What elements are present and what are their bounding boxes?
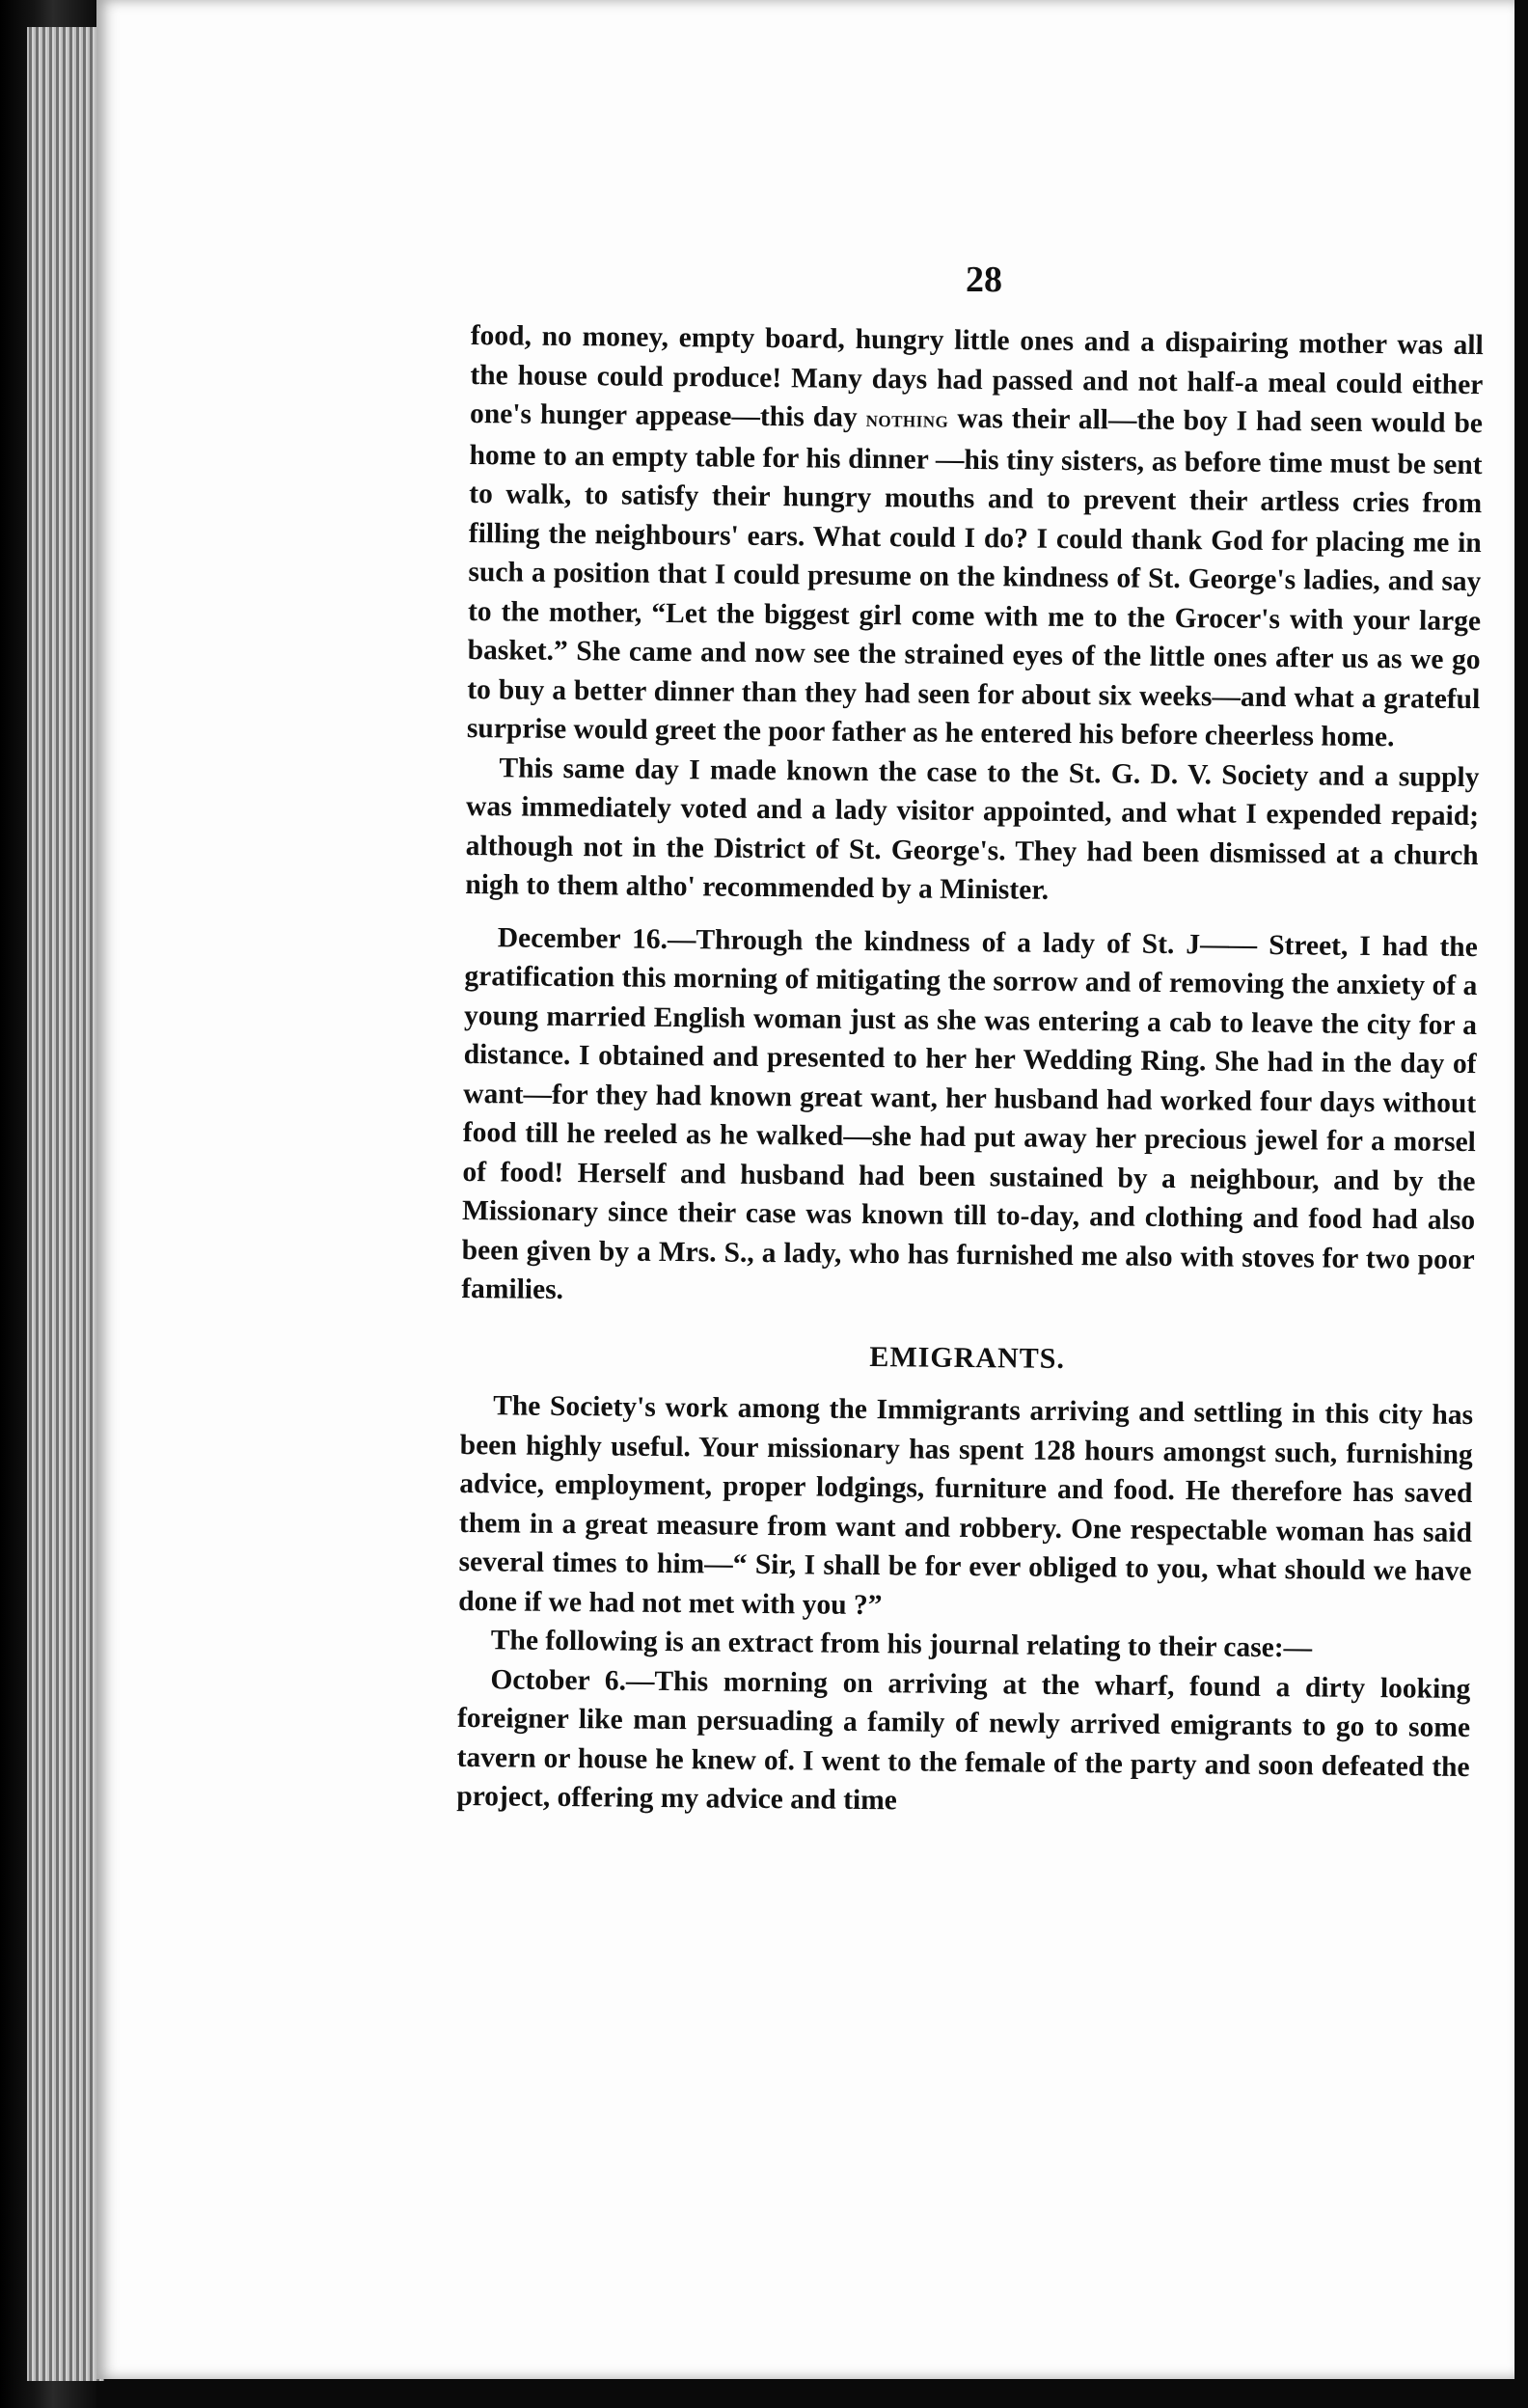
paragraph-1: food, no money, empty board, hungry little ones and a dispairing mother was all the house could produce! Many days had passed and not half-a meal could either one's hunger appease—this day nothing was their all—the boy I had seen would be home to an empty table for his dinner —his tiny sisters, as before time must be sent to walk, to satisfy their hungry mouths and to prevent their artless cries from filling the neighbours' ears. What could I do? I could thank God for placing me in such a position that I could presume on the kindness of St. George's ladies, and say to the mother, “Let the biggest girl come with me to the Grocer's with your large basket.” She came and now see the strained eyes of the little ones after us as we go to buy a better dinner than they had seen for about six weeks—and what a grateful surprise would greet the poor father as he entered his before cheerless home. <box>466 319 1484 753</box>
paragraph-6: October 6.—This morning on arriving at the wharf, found a dirty looking foreigner like man persuading a family of newly arrived emigrants to go to some tavern or house he knew of. I went to the female of the party and soon defeated the project, offering my advice and time <box>456 1663 1471 1817</box>
page-number: 28 <box>966 260 1002 300</box>
paragraph-2: This same day I made known the case to the St. G. D. V. Society and a supply was immediately voted and a lady visitor appointed, and what I expended repaid; although not in the District of St. George's. They had been dismissed at a church nigh to them altho' recommended by a Minister. <box>465 752 1480 906</box>
page-edges <box>27 27 104 2381</box>
emphasis-nothing: nothing <box>865 406 949 433</box>
section-title: EMIGRANTS. <box>869 1340 1066 1375</box>
body-text <box>456 316 1484 1826</box>
paragraph-4: The Society's work among the Immigrants arriving and settling in this city has been highly useful. Your missionary has spent 128 hours amongst such, furnishing advice, employment, proper lodgings, furniture and food. He therefore has saved them in a great measure from want and robbery. One respectable woman has said several times to him—“ Sir, I shall be for ever obliged to you, what should we have done if we had not met with you ?” <box>458 1390 1474 1621</box>
paragraph-5: The following is an extract from his journal relating to their case:— <box>490 1625 1313 1664</box>
paragraph-3: December 16.—Through the kindness of a lady of St. J—— Street, I had the gratification this morning of mitigating the sorrow and of removing the anxiety of a young married English woman just as she was entering a cab to leave the city for a distance. I obtained and presented to her her Wedding Ring. She had in the day of want—for they had known great want, her husband had worked four days without food till he reeled as he walked—she had put away her precious jewel for a morsel of food! Herself and husband had been sustained by a neighbour, and by the Missionary since their case was known till to-day, and clothing and food had also been given by a Mrs. S., a lady, who has furnished me also with stoves for two poor families. <box>461 921 1478 1305</box>
book-page <box>96 0 1514 2379</box>
